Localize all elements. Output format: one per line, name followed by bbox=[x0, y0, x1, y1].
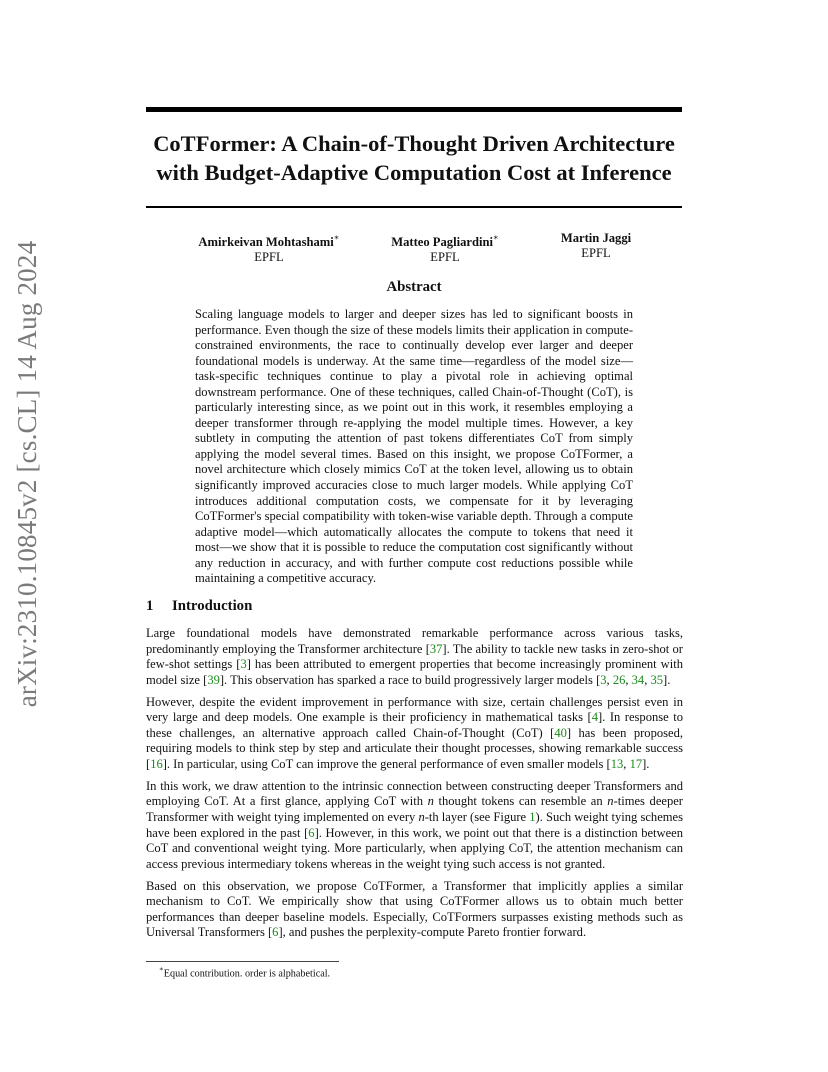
citation-link[interactable]: 34 bbox=[631, 672, 645, 687]
text-run: However, despite the evident improvement in performance with size, certain challenges persist even in very large and deep models. One example is their proficiency in mathematical tasks [ bbox=[146, 694, 683, 725]
math-variable: n bbox=[418, 810, 425, 825]
citation-link[interactable]: 26 bbox=[612, 672, 626, 687]
text-run: ]. bbox=[642, 756, 650, 771]
text-run: ] has been proposed, requiring models to think step by step and articulate their thought processes, showing remarkable success [ bbox=[146, 725, 683, 771]
equal-contribution-mark: ∗ bbox=[493, 232, 499, 242]
citation-link[interactable]: 16 bbox=[150, 756, 163, 771]
arxiv-identifier-stamp: arXiv:2310.10845v2 [cs.CL] 14 Aug 2024 bbox=[12, 240, 42, 708]
author-1 bbox=[188, 231, 350, 265]
title-top-rule bbox=[146, 107, 682, 112]
text-run: ]. In particular, using CoT can improve the general performance of even smaller models [ bbox=[162, 756, 611, 771]
abstract-heading: Abstract bbox=[386, 279, 442, 295]
title-line-1: CoTFormer: A Chain-of-Thought Driven Architecture bbox=[153, 131, 675, 156]
section-title: Introduction bbox=[172, 598, 253, 614]
footnote-mark: ∗ bbox=[159, 965, 164, 973]
text-run: , bbox=[606, 672, 613, 687]
text-run: , bbox=[625, 672, 632, 687]
author-affiliation: EPFL bbox=[254, 250, 284, 265]
text-run: ]. bbox=[663, 672, 671, 687]
text-run: ], and pushes the perplexity-compute Pareto frontier forward. bbox=[278, 925, 587, 940]
text-run: thought tokens can resemble an bbox=[433, 794, 608, 809]
citation-link[interactable]: 3 bbox=[600, 672, 607, 687]
paragraph-2 bbox=[146, 695, 683, 773]
text-run: In this work, we draw attention to the intrinsic connection between constructing deeper Transformers and employing CoT. At a first glance, applying CoT with bbox=[146, 778, 683, 809]
text-run: ]. This observation has sparked a race to build progressively larger models [ bbox=[219, 672, 601, 687]
author-name: Martin Jaggi bbox=[560, 231, 632, 245]
figure-reference-link[interactable]: 1 bbox=[529, 810, 536, 825]
citation-link[interactable]: 37 bbox=[429, 641, 443, 656]
abstract-text: Scaling language models to larger and deeper sizes has led to significant boosts in performance. Even though the size of these models limits their application in compute-constrained environments, the race to continually develop ever larger and deeper foundational models is underway. At the same time—regardless of the model size—task-specific techniques continue to play a pivotal role in achieving optimal downstream performance. One of these techniques, called Chain-of-Thought (CoT), is particularly interesting since, as we point out in this work, it resembles employing a deeper transformer through re-applying the model multiple times. However, a key subtlety in computing the attention of past tokens differentiates CoT from simply applying the model several times. Based on this insight, we propose CoTFormer, a novel architecture which closely mimics CoT at the token level, allowing us to obtain significantly improved accuracies close to much larger models. While applying CoT introduces additional computation costs, we compensate for it by leveraging CoTFormer's special compatibility with token-wise variable depth. Through a compute adaptive model—which automatically allocates the compute to tokens that need it most—we show that it is possible to reduce the computation cost significantly without any reduction in accuracy, and with further compute cost reductions possible while maintaining a competitive accuracy. bbox=[195, 307, 633, 586]
author-name: Matteo Pagliardini bbox=[391, 235, 493, 250]
paragraph-1 bbox=[146, 626, 683, 688]
text-run: , bbox=[623, 756, 630, 771]
footnote-rule bbox=[146, 961, 339, 962]
title-line-2: with Budget-Adaptive Computation Cost at Inference bbox=[156, 160, 672, 185]
citation-link[interactable]: 4 bbox=[591, 710, 598, 725]
text-run: ]. However, in this work, we point out that there is a distinction between CoT and conventional weight tying. More particularly, when applying CoT, the attention mechanism can access previous intermediary tokens whereas in the weight tying such access is not granted. bbox=[146, 825, 684, 871]
section-heading bbox=[146, 597, 252, 615]
text-run: ]. In response to these challenges, an alternative approach called Chain-of-Thought (CoT) [ bbox=[146, 710, 683, 740]
title-bottom-rule bbox=[146, 206, 682, 208]
citation-link[interactable]: 35 bbox=[650, 672, 664, 687]
citation-link[interactable]: 40 bbox=[554, 725, 567, 740]
footnote bbox=[159, 964, 330, 980]
text-run: Large foundational models have demonstrated remarkable performance across various tasks, predominantly employing the Transformer architecture [ bbox=[146, 626, 683, 656]
footnote-text: Equal contribution. order is alphabetical. bbox=[163, 968, 331, 980]
section-number: 1 bbox=[146, 598, 154, 614]
paragraph-4 bbox=[146, 879, 683, 941]
text-run: , bbox=[644, 672, 651, 687]
paper-title bbox=[146, 129, 682, 187]
author-block bbox=[146, 231, 682, 263]
math-variable: n bbox=[427, 794, 434, 809]
author-affiliation: EPFL bbox=[581, 246, 611, 260]
citation-link[interactable]: 6 bbox=[308, 825, 315, 840]
author-name: Amirkeivan Mohtashami bbox=[198, 235, 334, 250]
citation-link[interactable]: 17 bbox=[629, 756, 643, 771]
text-run: -times deeper Transformer with weight tying implemented on every bbox=[146, 794, 683, 825]
text-run: -th layer (see Figure bbox=[424, 810, 530, 825]
citation-link[interactable]: 39 bbox=[207, 672, 220, 687]
citation-link[interactable]: 3 bbox=[240, 657, 247, 672]
paragraph-3 bbox=[146, 779, 683, 872]
math-variable: n bbox=[607, 794, 614, 809]
author-affiliation: EPFL bbox=[430, 250, 460, 265]
author-3 bbox=[550, 231, 642, 261]
text-run: ] has been attributed to emergent properties that become increasingly prominent with model size [ bbox=[146, 657, 683, 687]
citation-link[interactable]: 13 bbox=[610, 756, 624, 771]
text-run: ). Such weight tying schemes have been explored in the past [ bbox=[146, 810, 683, 840]
introduction-body bbox=[146, 626, 683, 947]
citation-link[interactable]: 6 bbox=[272, 925, 279, 940]
equal-contribution-mark: ∗ bbox=[333, 232, 340, 242]
text-run: Based on this observation, we propose CoTFormer, a Transformer that implicitly applies a similar mechanism to CoT. We empirically show that using CoTFormer allows us to obtain much better performances than deeper baseline models. Especially, CoTFormers surpasses existing methods such as Universal Transformers [ bbox=[146, 878, 683, 940]
text-run: ]. The ability to tackle new tasks in zero-shot or few-shot settings [ bbox=[146, 641, 683, 672]
author-2 bbox=[384, 231, 506, 265]
